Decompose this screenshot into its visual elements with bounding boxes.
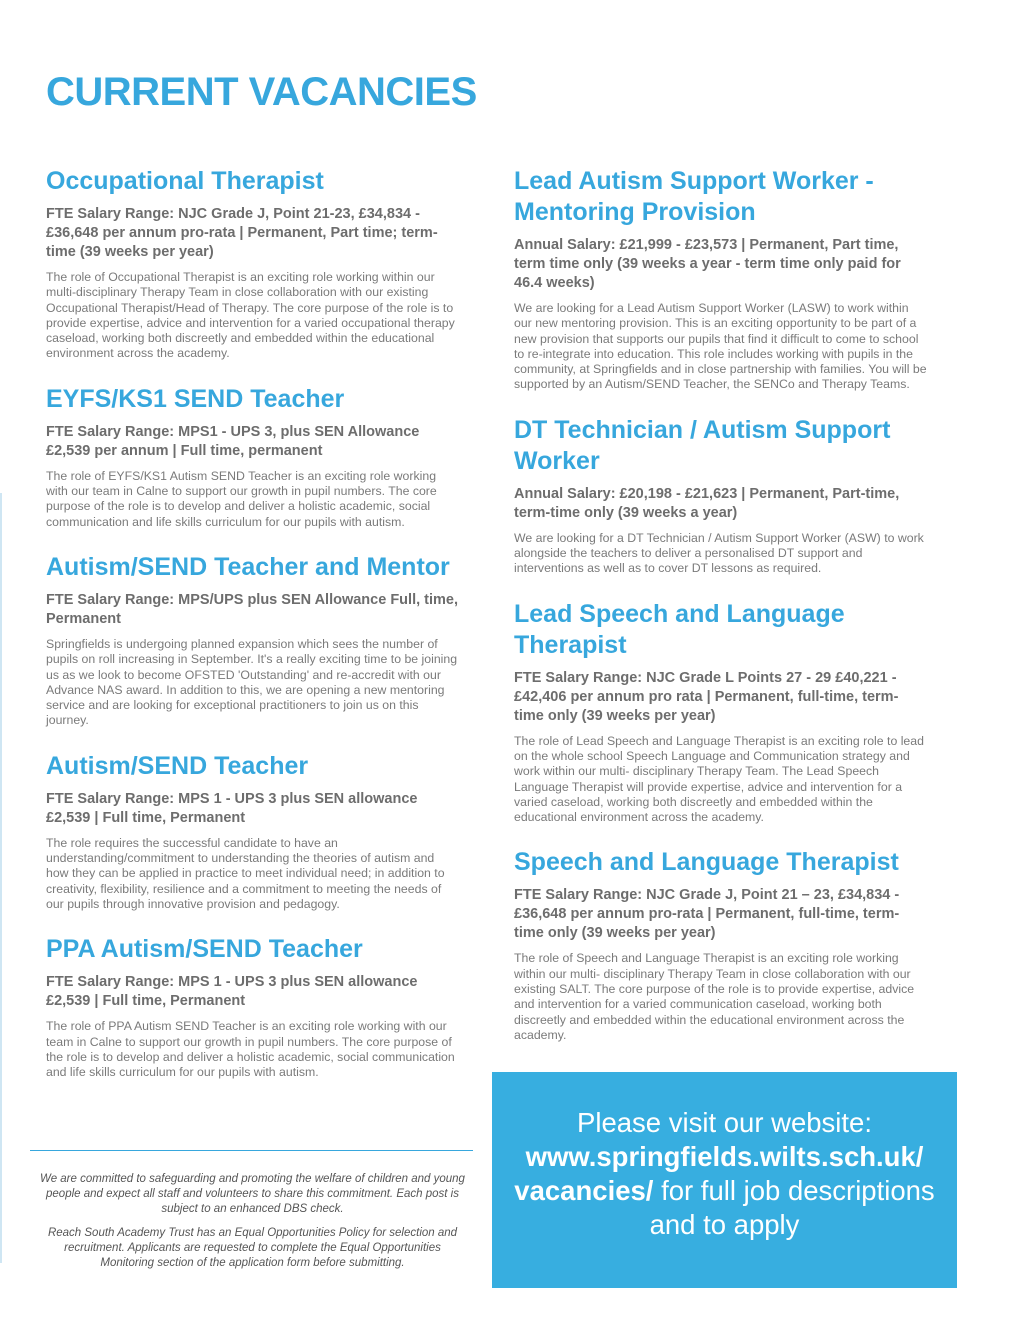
job-dt-technician	[514, 415, 928, 577]
job-title: EYFS/KS1 SEND Teacher	[46, 384, 345, 413]
job-salary: FTE Salary Range: MPS1 - UPS 3, plus SEN Allowance £2,539 per annum | Full time, permanent	[46, 423, 420, 459]
job-title: Lead Speech and Language Therapist	[514, 599, 845, 659]
job-title: DT Technician / Autism Support Worker	[514, 415, 891, 475]
website-callout	[492, 1072, 957, 1288]
job-description: The role of EYFS/KS1 Autism SEND Teacher is an exciting role working with our team in Calne to support our growth in pupil numbers. The core purpose of the role is to develop and deliver a holistic academic, social communication and life skills curriculum for our pupils with autism.	[46, 468, 437, 529]
job-salary: FTE Salary Range: NJC Grade J, Point 21-23, £34,834 - £36,648 per annum pro-rata | Permanent, Part time; term-time (39 weeks per year)	[46, 206, 438, 260]
page-title: CURRENT VACANCIES	[46, 70, 477, 114]
job-title: Speech and Language Therapist	[514, 848, 899, 877]
job-salary: FTE Salary Range: MPS/UPS plus SEN Allowance Full, time, Permanent	[46, 591, 458, 627]
footer-note	[40, 1172, 465, 1280]
job-title: Occupational Therapist	[46, 167, 324, 195]
equal-opportunities-statement: Reach South Academy Trust has an Equal Opportunities Policy for selection and recruitment. Applicants are requested to complete the Equal Opportunities Monitoring section of the application form before submitting.	[47, 1227, 458, 1269]
safeguarding-statement: We are committed to safeguarding and promoting the welfare of children and young people and expect all staff and volunteers to share this commitment. Each post is subject to an enhanced DBS check.	[40, 1173, 465, 1215]
job-lead-speech-language-therapist	[514, 599, 928, 826]
callout-body	[492, 1140, 957, 1242]
left-column	[46, 166, 460, 1102]
job-salary: FTE Salary Range: MPS 1 - UPS 3 plus SEN allowance £2,539 | Full time, Permanent	[46, 974, 418, 1010]
job-description: The role requires the successful candidate to have an understanding/commitment to understanding the theories of autism and how they can be applied in practice to meet individual need; in addition to creativity, flexibility, resilience and a commitment to meeting the needs of our pupils through innovative provision and pedagogy.	[46, 835, 445, 911]
job-description: Springfields is undergoing planned expansion which sees the number of pupils on roll increasing in September. It's a really exciting time to be joining us as we look to become OFSTED 'Outstanding' and re-accredit with our Advance NAS award. In addition to this, we are opening a new mentoring service and are looking for exceptional practitioners to join us on this journey.	[46, 636, 458, 728]
edge-rule	[0, 493, 2, 1263]
website-link[interactable]: www.springfields.wilts.sch.uk/ vacancies/	[514, 1141, 924, 1206]
job-title: Lead Autism Support Worker - Mentoring Provision	[514, 167, 874, 226]
job-salary: FTE Salary Range: NJC Grade L Points 27 - 29 £40,221 - £42,406 per annum pro rata | Permanent, full-time, term-time only (39 weeks per year)	[514, 669, 899, 724]
job-description: The role of PPA Autism SEND Teacher is an exciting role working with our team in Calne to support our growth in pupil numbers. The core purpose of the role is to develop and deliver a holistic academic, social communication and life skills curriculum for our pupils with autism.	[46, 1019, 455, 1080]
job-description: The role of Speech and Language Therapist is an exciting role working within our multi- disciplinary Therapy Team in close collaboration with our existing SALT. The core purpose of the role is to provide expertise, advice and intervention for a varied communication caseload, working both discreetly and embedded within the educational environment across the academy.	[514, 951, 915, 1042]
job-title: PPA Autism/SEND Teacher	[46, 935, 363, 964]
job-title: Autism/SEND Teacher	[46, 751, 309, 780]
job-speech-language-therapist	[514, 847, 928, 1043]
job-autism-send-teacher-mentor	[46, 552, 460, 729]
job-description: The role of Lead Speech and Language Therapist is an exciting role to lead on the whole school Speech Language and Communication strategy and work within our multi- disciplinary Therapy Team. The Lead Speech Language Therapist will provide expertise, advice and intervention for a varied caseload, working both discreetly and embedded within the educational environment across the academy.	[514, 733, 924, 825]
job-occupational-therapist	[46, 166, 460, 362]
job-description: We are looking for a Lead Autism Support Worker (LASW) to work within our new mentoring provision. This is an exciting opportunity to be part of a new provision that supports our pupils that find it difficult to come to school to re-integrate into education. This role includes working with pupils in the community, at Springfields and in close partnership with families. You will be supported by an Autism/SEND Teacher, the SENCo and Therapy Teams.	[514, 301, 927, 392]
job-salary: Annual Salary: £21,999 - £23,573 | Permanent, Part time, term time only (39 weeks a year - term time only paid for 46.4 weeks)	[514, 237, 901, 291]
footer-divider	[30, 1150, 473, 1151]
callout-outro: for full job descriptions and to apply	[649, 1175, 935, 1240]
job-salary: Annual Salary: £20,198 - £21,623 | Permanent, Part-time, term-time only (39 weeks a year)	[514, 485, 900, 521]
job-description: The role of Occupational Therapist is an exciting role working within our multi-disciplinary Therapy Team in close collaboration with our existing Occupational Therapist/Head of Therapy. The core purpose of the role is to provide expertise, advice and intervention for a varied occupational therapy caseload, working both discreetly and embedded within the educational environment across the academy.	[46, 270, 455, 361]
job-ppa-autism-send-teacher	[46, 934, 460, 1080]
job-lead-autism-support-worker	[514, 166, 928, 393]
job-salary: FTE Salary Range: NJC Grade J, Point 21 – 23, £34,834 - £36,648 per annum pro-rata | Permanent, full-time, term-time only (39 weeks per year)	[514, 887, 900, 942]
job-salary: FTE Salary Range: MPS 1 - UPS 3 plus SEN allowance £2,539 | Full time, Permanent	[46, 790, 418, 826]
job-autism-send-teacher	[46, 751, 460, 912]
job-description: We are looking for a DT Technician / Autism Support Worker (ASW) to work alongside the teachers to deliver a personalised DT support and interventions as well as to cover DT lessons as required.	[514, 530, 924, 576]
job-eyfs-ks1-send-teacher	[46, 384, 460, 530]
callout-intro: Please visit our website:	[577, 1107, 872, 1138]
right-column	[514, 166, 928, 1065]
job-title: Autism/SEND Teacher and Mentor	[46, 552, 450, 581]
